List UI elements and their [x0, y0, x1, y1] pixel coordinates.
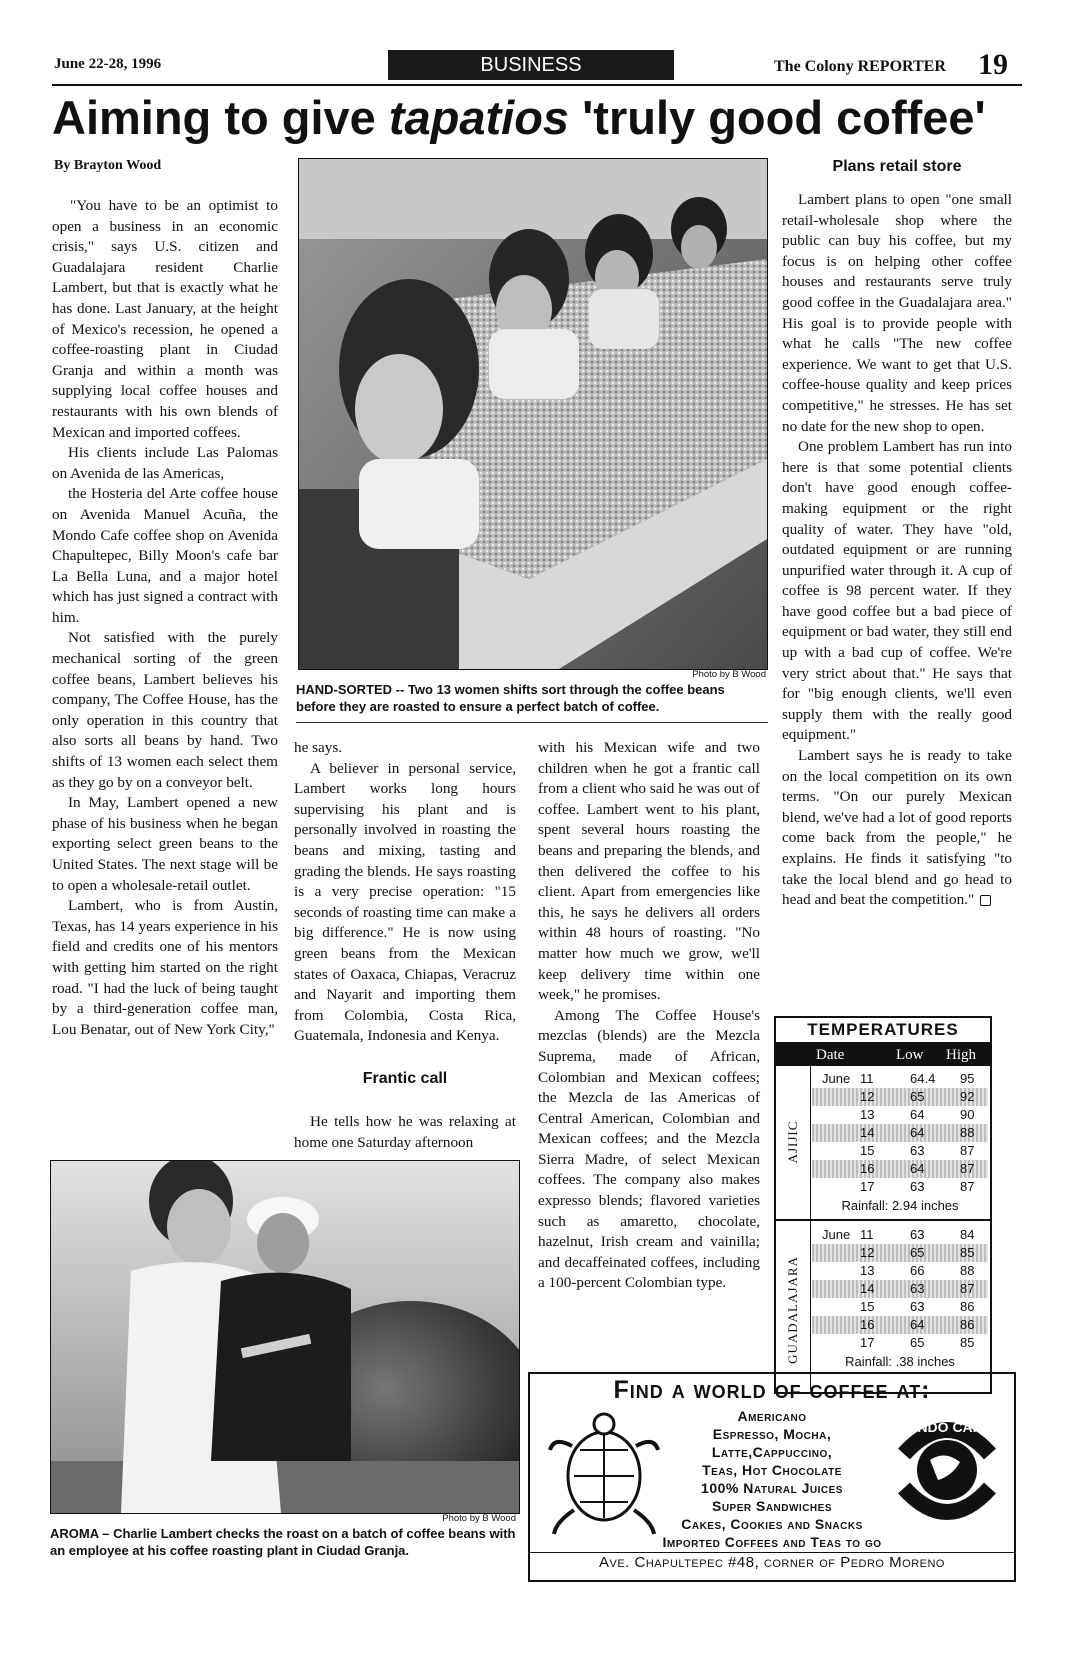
paragraph: Lambert, who is from Austin, Texas, has 14 years experience in his field and credits one of his mentors with getting him started on the right road. "I had the luck of being taught by a third-generation coffee man, Lou Benatar, out of New York City," [52, 897, 278, 1038]
subhead-frantic-call: Frantic call [362, 1070, 448, 1087]
advert-item: Americano [737, 1408, 807, 1424]
photo-credit: Photo by B Wood [442, 1513, 516, 1524]
subhead-plans-retail-store: Plans retail store [832, 158, 962, 175]
cell-high: 87 [960, 1143, 975, 1158]
headline-part: 'truly good coffee' [569, 91, 986, 144]
photo-roasting-image [51, 1161, 519, 1513]
cell-low: 66 [910, 1263, 925, 1278]
paragraph: His clients include Las Palomas on Avenida de las Americas, [52, 444, 278, 482]
cell-low: 63 [910, 1281, 925, 1296]
paragraph: He tells how he was relaxing at home one Saturday afternoon [294, 1113, 516, 1151]
temperatures-title: TEMPERATURES [776, 1018, 990, 1044]
cell-low: 64.4 [910, 1071, 936, 1086]
photo-credit: Photo by B Wood [692, 669, 766, 680]
cell-day: 11 [860, 1227, 874, 1242]
cell-month: June [822, 1227, 851, 1242]
photo-hand-sorting [298, 158, 768, 670]
advert-item: Cakes, Cookies and Snacks [681, 1516, 863, 1532]
cell-high: 87 [960, 1281, 975, 1296]
paragraph: Lambert plans to open "one small retail-wholesale shop where the public can buy his coffee, but my focus is on helping other coffee houses and restaurants serve truly good coffee in the Guadalajara area." His goal is to provide people with what he calls "The new coffee experience. We want to get that U.S. coffee-house quality and keep prices competitive," he stresses. He has set no date for the new shop to open. [782, 191, 1012, 435]
cell-day: 12 [860, 1245, 875, 1260]
cell-low: 63 [910, 1143, 925, 1158]
caption-text: Charlie Lambert checks the roast on a batch of coffee beans with an employee at his coffee roasting plant in Ciudad Granja. [50, 1526, 516, 1558]
cell-high: 85 [960, 1335, 975, 1350]
cell-high: 86 [960, 1299, 975, 1314]
paragraph: he says. [294, 739, 343, 756]
header-high: High [946, 1047, 976, 1063]
paragraph: Not satisfied with the purely mechanical sorting of the green coffee beans, Lambert believes his company, The Coffee House, has the only operation in this country that also sorts all beans by hand. Two shifts of 13 women each select them as they go by on a conveyor belt. [52, 629, 278, 791]
rainfall-total: Rainfall: .38 inches [845, 1354, 955, 1369]
page-number: 19 [978, 48, 1008, 81]
mondo-caffe-advert [528, 1372, 1016, 1582]
cell-high: 87 [960, 1179, 975, 1194]
cell-day: 13 [860, 1263, 875, 1278]
cell-low: 65 [910, 1335, 925, 1350]
table-divider [810, 1222, 811, 1390]
cell-day: 12 [860, 1089, 875, 1104]
cell-day: 11 [860, 1071, 874, 1086]
caption-lead: AROMA – [50, 1526, 110, 1541]
cell-month: June [822, 1071, 851, 1086]
photo-roasting [50, 1160, 520, 1514]
table-row [812, 1106, 988, 1124]
article-column-4 [782, 190, 1012, 911]
photo-caption [50, 1525, 520, 1559]
publication-name: The Colony REPORTER [774, 58, 946, 75]
table-row [812, 1070, 988, 1088]
cell-low: 65 [910, 1245, 925, 1260]
issue-date: June 22-28, 1996 [54, 56, 162, 72]
cell-low: 63 [910, 1227, 925, 1242]
mondo-caffe-logo [890, 1410, 1004, 1530]
cell-low: 64 [910, 1161, 925, 1176]
article-column-1 [52, 196, 278, 1040]
table-row [812, 1334, 988, 1352]
paragraph: the Hosteria del Arte coffee house on Avenida Manuel Acuña, the Mondo Cafe coffee shop on Avenida Chapultepec, Billy Moon's cafe bar La Bella Luna, and a major hotel which has just signed a contract with him. [52, 485, 278, 626]
paragraph [782, 746, 1012, 911]
article-column-2 [294, 738, 516, 1047]
article-column-3 [538, 738, 760, 1294]
caption-text: Two 13 women shifts sort through the coffee beans before they are roasted to ensure a perfect batch of coffee. [296, 682, 725, 714]
caption-rule [296, 722, 768, 723]
cell-day: 17 [860, 1335, 875, 1350]
advert-item: Espresso, Mocha, [712, 1426, 832, 1442]
cell-high: 85 [960, 1245, 975, 1260]
cell-high: 95 [960, 1071, 975, 1086]
cell-high: 88 [960, 1125, 975, 1140]
cell-day: 14 [860, 1281, 875, 1296]
table-row [812, 1178, 988, 1196]
cell-low: 63 [910, 1299, 925, 1314]
location-label: GUADALAJARA [785, 1256, 800, 1364]
advert-address: Ave. Chapultepec #48, corner of Pedro Moreno [599, 1554, 945, 1571]
paragraph: A believer in personal service, Lambert works long hours supervising his plant and is personally involved in roasting the beans and mixing, tasting and grading the blends. He says roasting is a very precise operation: "15 seconds of roasting time can make a big difference." He is now using green beans from the Mexican states of Oaxaca, Chiapas, Veracruz and Nayarit and importing them from Colombia, Costa Rica, Guatemala, Indonesia and Kenya. [294, 759, 516, 1045]
paragraph: Among The Coffee House's mezclas (blends) are the Mezcla Suprema, made of African, Colombian and Mexican coffees; the Mezcla de las Americas of Central American, Colombian and Mexican coffees; and the Mezcla Sierra Madre, of select Mexican coffees. The company also makes expresso blends; flavored varieties such as amaretto, chocolate, hazelnut, Irish cream and vainilla; and decaffeinated coffees, including a 100-percent Colombian type. [538, 1006, 760, 1292]
cell-low: 64 [910, 1125, 925, 1140]
cell-high: 90 [960, 1107, 975, 1122]
table-row [812, 1244, 988, 1262]
article-column-2b [294, 1112, 516, 1153]
table-row [812, 1142, 988, 1160]
cell-low: 63 [910, 1179, 925, 1194]
headline-part: Aiming to give [52, 91, 389, 144]
advert-rule [530, 1552, 1014, 1553]
section-banner: BUSINESS [388, 50, 674, 80]
advert-item: 100% Natural Juices [701, 1480, 843, 1496]
advert-item: Teas, Hot Chocolate [702, 1462, 842, 1478]
table-row [812, 1262, 988, 1280]
paragraph: One problem Lambert has run into here is that some potential clients don't have good enough coffee-making equipment or the right quality of water. They have "old, outdated equipment or are running unpurified water through it. A cup of coffee is 98 percent water. If they have good coffee but a bad piece of equipment or bad water, they still end up with a bad cup of coffee. We're very strict about that." He says that for "big enough clients, we'll even supply them with the really good equipment." [782, 438, 1012, 744]
rainfall-total: Rainfall: 2.94 inches [841, 1198, 959, 1213]
advert-title: Find a world of coffee at: [613, 1376, 931, 1404]
table-row [812, 1280, 988, 1298]
table-divider [776, 1219, 990, 1221]
headline [52, 86, 1032, 150]
cell-high: 86 [960, 1317, 975, 1332]
temperatures-table [774, 1016, 992, 1394]
cell-day: 15 [860, 1143, 875, 1158]
cell-day: 15 [860, 1299, 875, 1314]
table-row [812, 1226, 988, 1244]
table-row [812, 1316, 988, 1334]
paragraph: In May, Lambert opened a new phase of his business when he began exporting select green beans to the United States. The next stage will be to open a wholesale-retail outlet. [52, 794, 278, 894]
cell-low: 64 [910, 1317, 925, 1332]
cell-day: 16 [860, 1317, 875, 1332]
table-row [812, 1298, 988, 1316]
advert-item: Super Sandwiches [711, 1498, 832, 1514]
cell-day: 17 [860, 1179, 875, 1194]
table-divider [810, 1066, 811, 1222]
header-date: Date [816, 1047, 845, 1063]
advert-item: Latte,Cappuccino, [711, 1444, 833, 1460]
header-low: Low [896, 1047, 924, 1063]
end-of-story-icon [980, 895, 991, 906]
cell-high: 88 [960, 1263, 975, 1278]
table-row [812, 1088, 988, 1106]
cell-high: 84 [960, 1227, 975, 1242]
location-label: AJIJIC [785, 1120, 800, 1164]
paragraph-text: Lambert says he is ready to take on the local competition on its own terms. "On our purely Mexican blend, we've had a lot of good reports come back from the people," he explains. He finds it satisfying "to take the local blend and go head to head and beat the competition." [782, 747, 1012, 909]
cell-low: 65 [910, 1089, 925, 1104]
cell-day: 13 [860, 1107, 875, 1122]
cell-high: 87 [960, 1161, 975, 1176]
advert-item: Imported Coffees and Teas to go [662, 1534, 882, 1550]
cell-low: 64 [910, 1107, 925, 1122]
headline-italic: tapatios [388, 91, 570, 144]
paragraph: with his Mexican wife and two children when he got a frantic call from a client who said he was out of coffee. Lambert went to his plant, spent several hours roasting the beans and preparing the blends, and then delivered the coffee to his client. Apart from emergencies like this, he says he delivers all orders within 48 hours of roasting. "No matter how much we grow, we'll keep delivery time within one week," he promises. [538, 739, 760, 1004]
byline: By Brayton Wood [54, 158, 162, 173]
table-row [812, 1124, 988, 1142]
cell-day: 16 [860, 1161, 875, 1176]
table-row [812, 1160, 988, 1178]
temperatures-header [776, 1044, 990, 1066]
logo-text: MONDO CAFFE [894, 1419, 1000, 1435]
cell-high: 92 [960, 1089, 975, 1104]
paragraph: "You have to be an optimist to open a business in an economic crisis," says U.S. citizen and Guadalajara resident Charlie Lambert, but that is exactly what he has done. Last January, at the height of Mexico's recession, he opened a coffee-roasting plant in Ciudad Granja and within a month was supplying local coffee houses and restaurants with his own blends of Mexican and imported coffees. [52, 197, 278, 441]
cell-day: 14 [860, 1125, 875, 1140]
photo-caption [296, 681, 768, 715]
photo-hand-sorting-image [299, 159, 767, 669]
caption-lead: HAND-SORTED -- [296, 682, 405, 697]
